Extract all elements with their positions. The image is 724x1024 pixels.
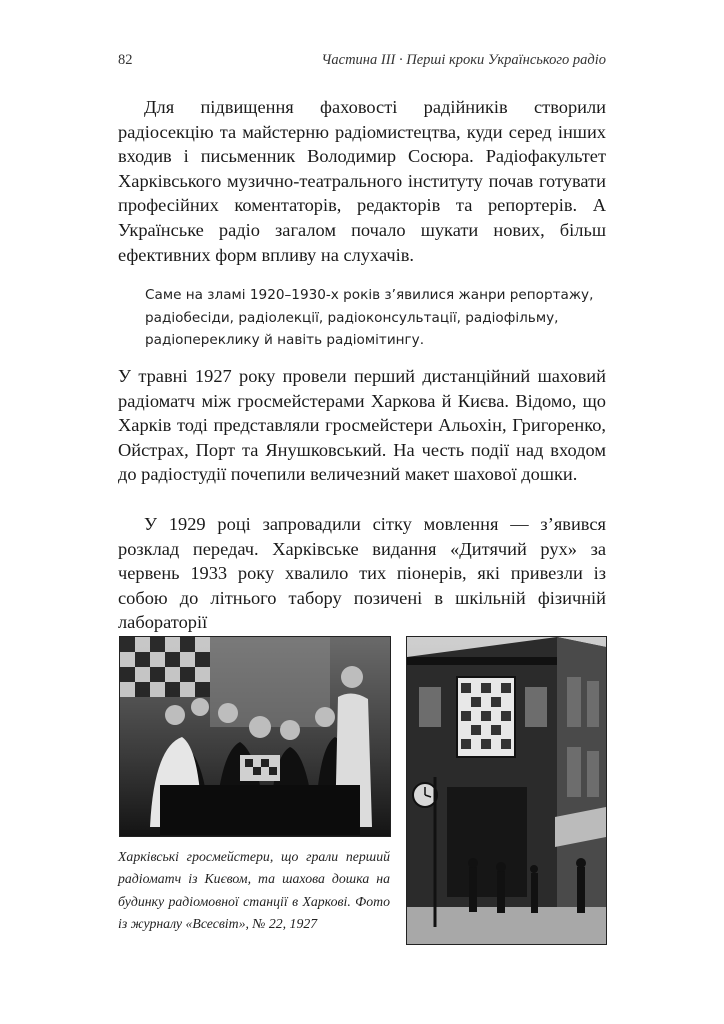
- running-title: Частина III · Перші кроки Українського радіо: [321, 52, 606, 68]
- photo-chess-players: [119, 636, 391, 837]
- figure-caption: Харківські гросмейстери, що грали перший радіоматч із Києвом, та шахова дошка на будинку радіомовної станції в Харкові. Фото із журналу «Всесвіт», № 22, 1927: [118, 849, 390, 932]
- paragraph-radio-section: Для підвищення фаховості радійників створили радіосекцію та майстерню радіомистецтва, куди серед інших входив і письменник Володимир Сосюра. Радіофакультет Харківського музично-театрального інституту почав готувати професійних коментаторів, редакторів та репортерів. А Українське радіо загалом почало шукати нових, більш ефективних форм впливу на слухачів.: [118, 97, 606, 265]
- paragraph-chess-match: У травні 1927 року провели перший дистанційний шаховий радіоматч між гросмейстерами Харкова й Києва. Відомо, що Харків тоді представляли гросмейстери Альохін, Григоренко, Ойстрах, Порт та Янушковський. На честь події над входом до радіостудії почепили величезний макет шахової дошки.: [118, 366, 606, 485]
- callout-genres: Саме на зламі 1920–1930-х років з’явилися жанри репортажу, радіобесіди, радіолекції, радіоконсультації, радіофільму, радіопереклику й навіть радіомітингу.: [145, 287, 594, 349]
- paragraph-broadcast-schedule: У 1929 році запровадили сітку мовлення — з’явився розклад передач. Харківське видання «Дитячий рух» за червень 1933 року хвалило тих піонерів, які привезли із собою до літнього табору позичені в шкільній фізичній лабораторії: [118, 514, 606, 633]
- photo-radio-station-building: [406, 636, 607, 945]
- page-number: 82: [118, 52, 133, 68]
